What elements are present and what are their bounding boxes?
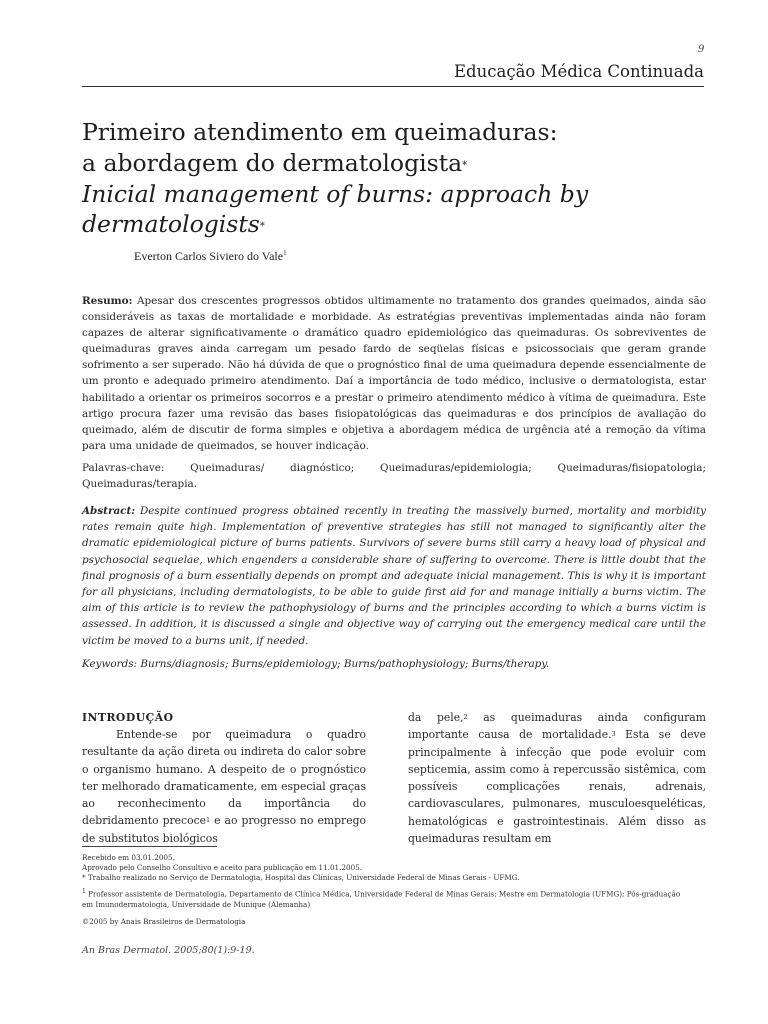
affiliation-text: Professor assistente de Dermatologia, Departamento de Clínica Médica, Universidade Federal de Minas Gerais; Mestre em Dermatologia (UFMG); Pós-graduação em Imunodermatologia, Universidade de Munique (Alemanha) xyxy=(82,889,681,909)
intro-right-b: as queimaduras ainda configuram importante causa de mortalidade. xyxy=(408,711,706,742)
footnote-work: * Trabalho realizado no Serviço de Dermatologia, Hospital das Clínicas, Universidade Federal de Minas Gerais - UFMG. xyxy=(82,873,520,882)
title-pt-mark: * xyxy=(462,160,468,171)
resumo-block xyxy=(82,293,706,454)
resumo-label: Resumo: xyxy=(82,295,133,307)
header-rule xyxy=(82,86,704,87)
title-pt-text: a abordagem do dermatologista xyxy=(82,149,463,177)
abstract-text: Despite continued progress obtained recently in treating the massively burned, mortality and morbidity rates remain quite high. Implementation of preventive strategies has still not managed to significantly alter the dramatic epidemiological picture of burns patients. Survivors of severe burns still carry a heavy load of physical and psychosocial sequelae, which engenders a considerable share of suffering to overcome. There is little doubt that the final prognosis of a burn essentially depends on prompt and adequate inicial management. This is why it is important for all physicians, including dermatologists, to be able to guide first aid for and manage initially a burns victim. The aim of this article is to review the pathophysiology of burns and the principles according to which a burns victim is assessed. In addition, it is discussed a single and objective way of carrying out the emergency medical care until the victim be moved to a burns unit, if needed. xyxy=(82,505,706,647)
intro-left-b: e ao progresso no emprego de substitutos biológicos xyxy=(82,814,366,845)
intro-column-left xyxy=(82,726,366,847)
intro-right-c: Esta se deve principalmente à infecção que pode evoluir com septicemia, assim como à repercussão sistêmica, com possíveis complicações renais, adrenais, cardiovasculares, pulmonares, musculoesqueléticas, hematológicas e gastrointestinais. Além disso as queimaduras resultam em xyxy=(408,728,706,846)
title-en-text: dermatologists xyxy=(82,210,260,238)
author xyxy=(134,249,287,264)
title-pt-line1: Primeiro atendimento em queimaduras: xyxy=(82,118,558,146)
page-number: 9 xyxy=(698,44,705,55)
title-en-line2 xyxy=(82,209,722,240)
affiliation-mark: 1 xyxy=(82,888,86,895)
abstract-block xyxy=(82,503,706,649)
intro-left-a: Entende-se por queimadura o quadro resultante da ação direta ou indireta do calor sobre o organismo humano. A despeito de o prognóstico ter melhorado dramaticamente, em especial graças ao reconhecimento da importância do debridamento precoce xyxy=(82,728,366,828)
ref-1: 1 xyxy=(206,816,211,825)
footnote-affiliation xyxy=(82,887,692,910)
title-en-mark: * xyxy=(259,221,265,232)
resumo-text: Apesar dos crescentes progressos obtidos ultimamente no tratamento dos grandes queimados, ainda são consideráveis as taxas de mortalidade e morbidade. As estratégias preventivas implementadas ainda não foram capazes de alterar significativamente o dramático quadro epidemiológico das queimaduras. Os sobreviventes de queimaduras graves ainda carregam um pesado fardo de seqüelas físicas e psicossociais que geram grande sofrimento a ser superado. Não há dúvida de que o prognóstico final de uma queimadura depende essencialmente de um pronto e adequado primeiro atendimento. Daí a importância de todo médico, inclusive o dermatologista, estar habilitado a orientar os primeiros socorros e a prestar o primeiro atendimento médico à vítima de queimadura. Este artigo procura fazer uma revisão das bases fisiopatológicas das queimaduras e dos princípios de avaliação do queimado, além de discutir de forma simples e objetiva a abordagem médica de urgência até a remoção da vítima para uma unidade de queimados, se houver indicação. xyxy=(82,295,707,452)
ref-3: 3 xyxy=(611,730,616,739)
title-en-line1: Inicial management of burns: approach by xyxy=(82,180,589,208)
section-title: Educação Médica Continuada xyxy=(454,62,704,81)
keywords-en: Keywords: Burns/diagnosis; Burns/epidemiology; Burns/pathophysiology; Burns/therapy. xyxy=(82,658,550,670)
intro-paragraph-1 xyxy=(82,726,366,847)
copyright: ©2005 by Anais Brasileiros de Dermatologia xyxy=(82,917,246,926)
footnote-rule xyxy=(82,846,217,847)
intro-right-a: da pele, xyxy=(408,711,464,724)
citation: An Bras Dermatol. 2005;80(1):9-19. xyxy=(82,945,255,956)
ref-2: 2 xyxy=(463,713,468,721)
author-mark: 1 xyxy=(283,249,287,257)
palavras-chave: Palavras-chave: Queimaduras/ diagnóstico; Queimaduras/epidemiologia; Queimaduras/fisiopatologia; Queimaduras/terapia. xyxy=(82,462,706,490)
title-pt-line2 xyxy=(82,148,722,179)
footnote-approved: Aprovado pelo Conselho Consultivo e aceito para publicação em 11.01.2005. xyxy=(82,863,362,872)
intro-column-right xyxy=(408,709,706,847)
author-name: Everton Carlos Siviero do Vale xyxy=(134,249,284,263)
intro-heading: INTRODUÇÃO xyxy=(82,711,174,724)
abstract-label: Abstract: xyxy=(82,505,136,517)
footnote-received: Recebido em 03.01.2005. xyxy=(82,853,175,862)
